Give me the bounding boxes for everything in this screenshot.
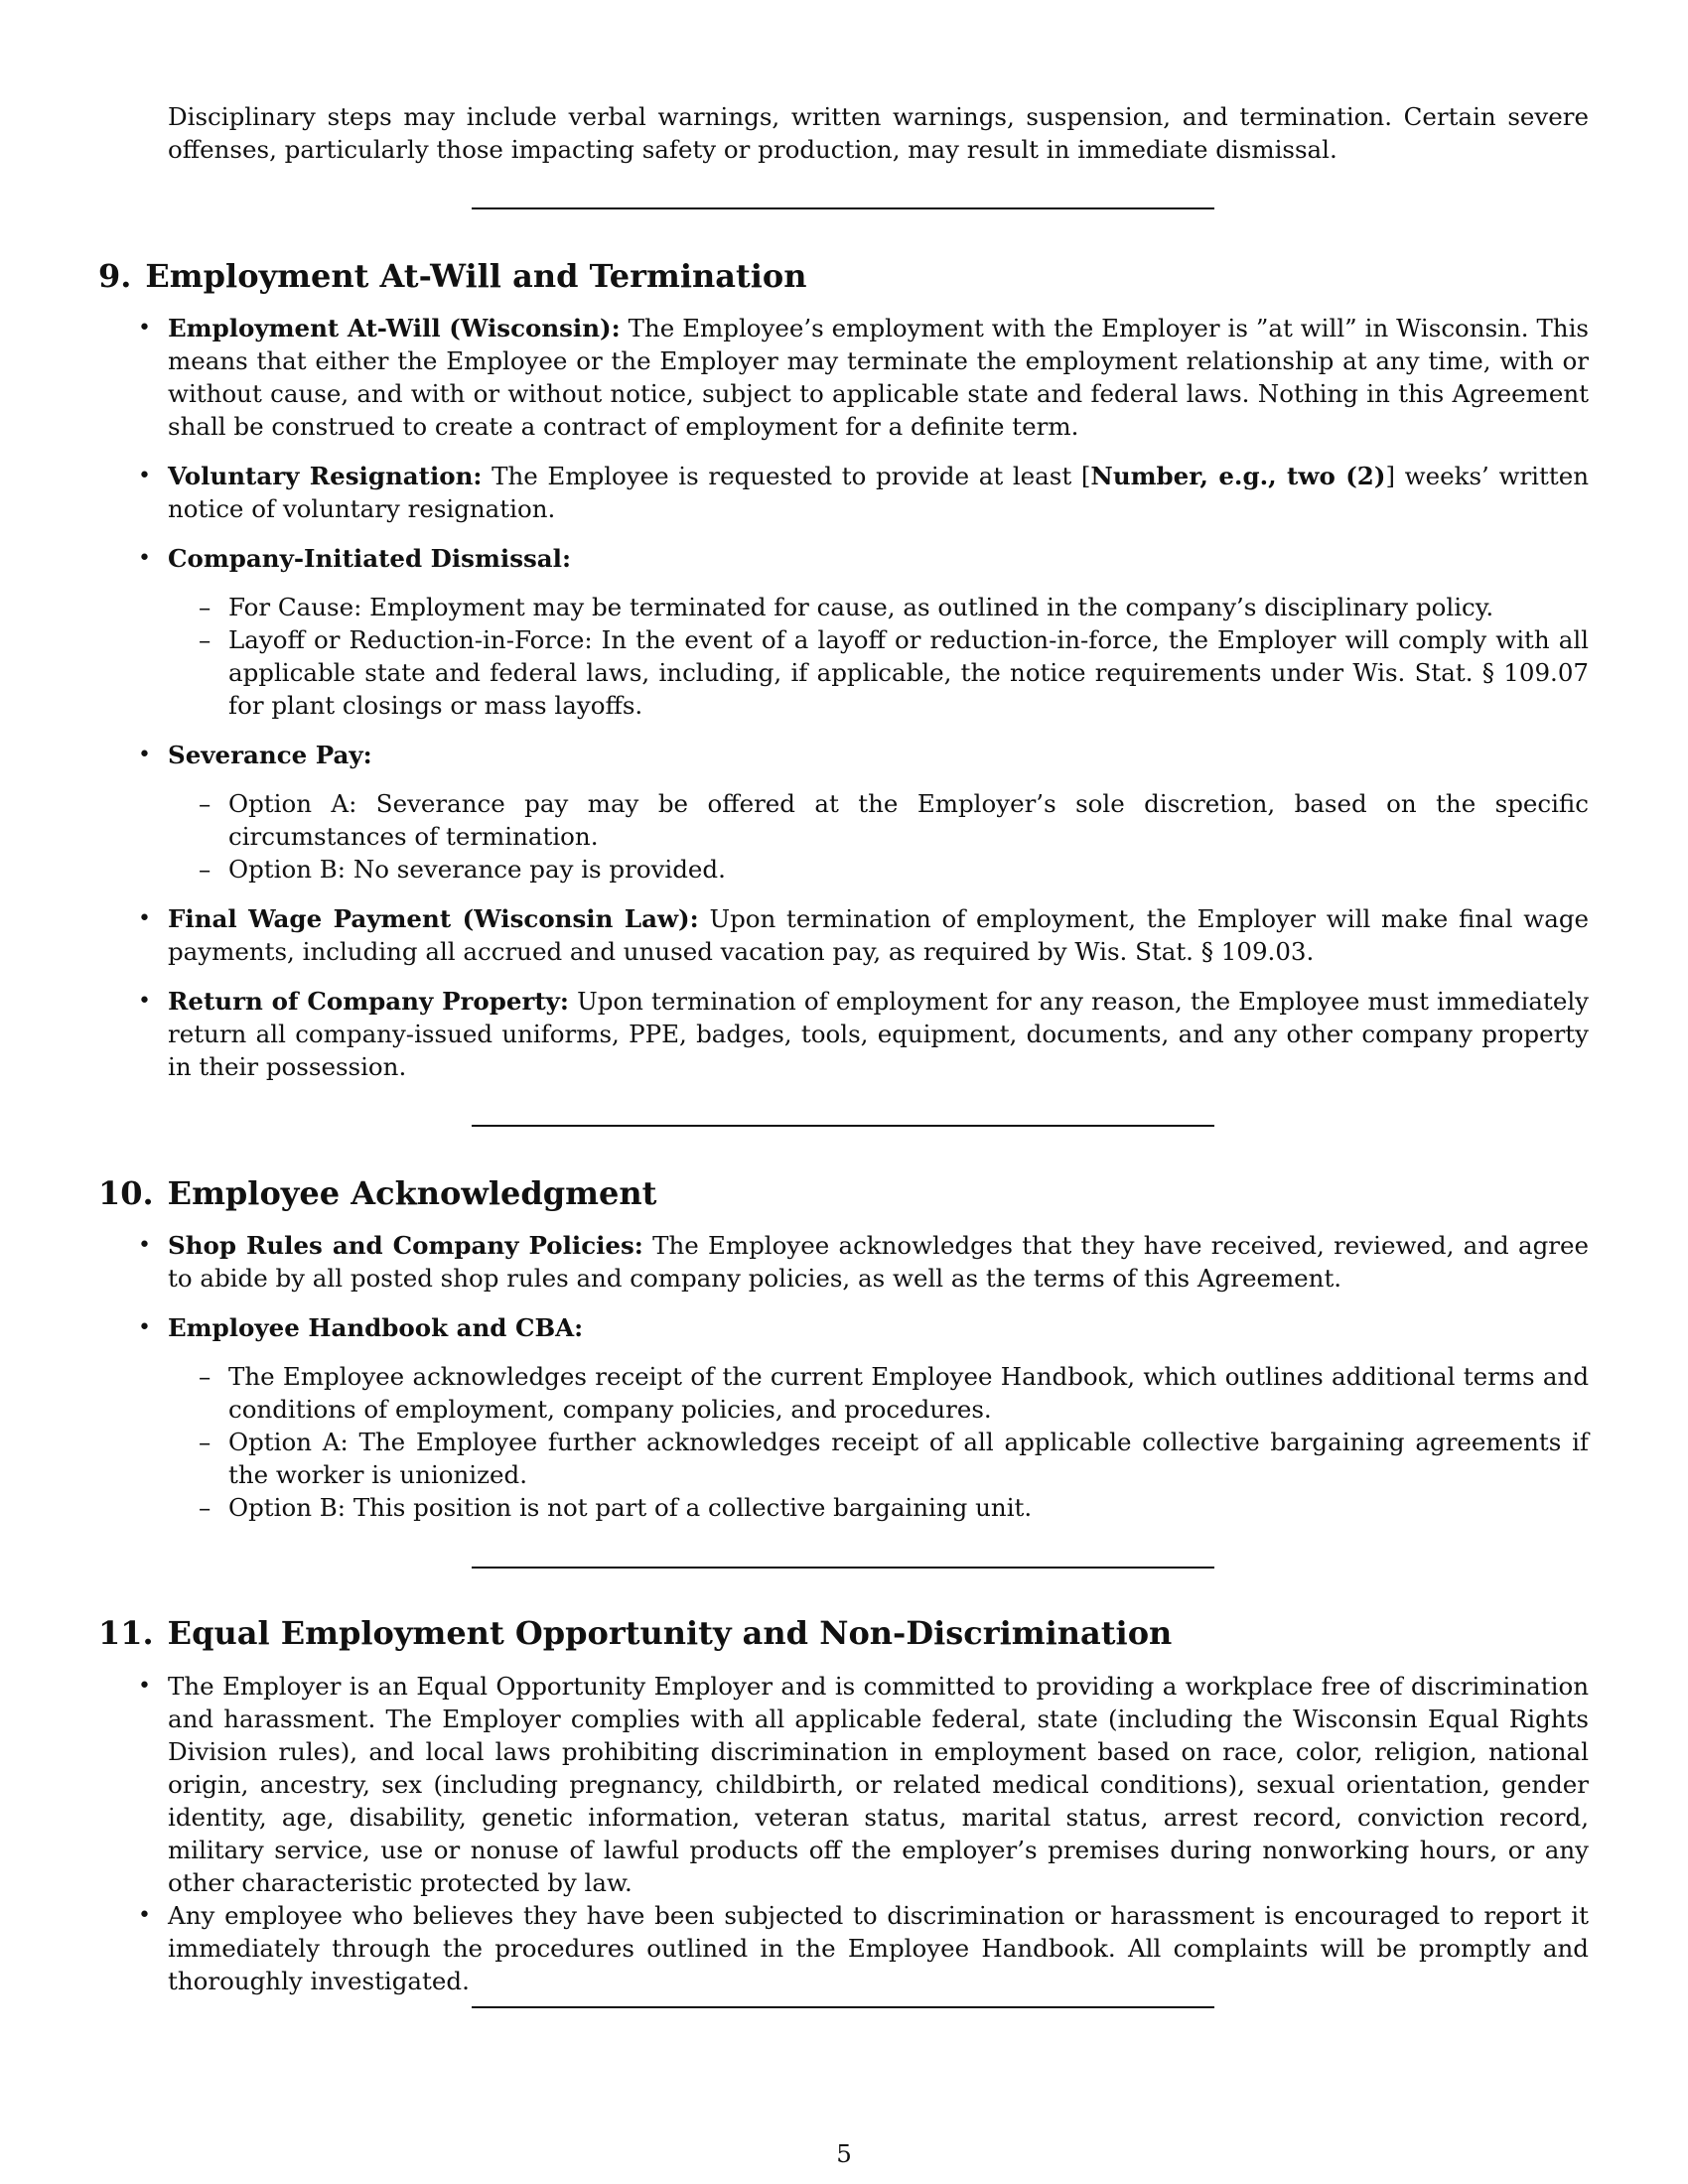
severance-label: Severance Pay: bbox=[168, 741, 372, 769]
section-9-number: 9. bbox=[98, 257, 132, 295]
section-9-list bbox=[168, 312, 1589, 1083]
handbook-sublist bbox=[168, 1360, 1589, 1524]
list-item-reporting: • Any employee who believes they have been subjected to discrimination or harassment is encouraged to report it immediately through the procedures outlined in the Employee Handbook. All complaints will be promptly and thoroughly investigated. bbox=[168, 1899, 1589, 1997]
dismissal-layoff: – Layoff or Reduction-in-Force: In the event of a layoff or reduction-in-force, the Employer will comply with all applicable state and federal laws, including, if applicable, the notice requirements under Wis. Stat. § 109.07 for plant closings or mass layoffs. bbox=[228, 623, 1589, 722]
handbook-option-b: – Option B: This position is not part of a collective bargaining unit. bbox=[228, 1491, 1589, 1524]
section-10-list bbox=[168, 1229, 1589, 1524]
severance-option-a: – Option A: Severance pay may be offered at the Employer’s sole discretion, based on the specific circumstances of termination. bbox=[228, 787, 1589, 853]
shop-rules-text: The Employee acknowledges that they have received, reviewed, and agree to abide by all posted shop rules and company policies, as well as the terms of this Agreement. bbox=[168, 1231, 1589, 1293]
severance-sublist bbox=[168, 787, 1589, 886]
dismissal-sublist bbox=[168, 591, 1589, 722]
resignation-text-before: The Employee is requested to provide at least [ bbox=[482, 462, 1091, 490]
section-divider bbox=[472, 1567, 1214, 1569]
section-9-title: Employment At-Will and Termination bbox=[145, 257, 807, 295]
section-11-title: Equal Employment Opportunity and Non-Discrimination bbox=[167, 1614, 1173, 1652]
handbook-label: Employee Handbook and CBA: bbox=[168, 1313, 584, 1342]
section-divider bbox=[472, 2006, 1214, 2008]
section-9-heading bbox=[98, 256, 807, 296]
list-item-severance bbox=[168, 739, 1589, 886]
resignation-placeholder: Number, e.g., two (2) bbox=[1090, 462, 1386, 490]
final-wage-label: Final Wage Payment (Wisconsin Law): bbox=[168, 904, 699, 933]
severance-option-b: – Option B: No severance pay is provided. bbox=[228, 853, 1589, 886]
section-11-number: 11. bbox=[98, 1614, 154, 1652]
section-10-number: 10. bbox=[98, 1174, 154, 1212]
list-item-dismissal bbox=[168, 542, 1589, 722]
dismissal-for-cause: – For Cause: Employment may be terminated for cause, as outlined in the company’s disciplinary policy. bbox=[228, 591, 1589, 623]
section-11-list bbox=[168, 1670, 1589, 1997]
at-will-text: The Employee’s employment with the Employer is ”at will” in Wisconsin. This means that either the Employee or the Employer may terminate the employment relationship at any time, with or without cause, and with or without notice, subject to applicable state and federal laws. Nothing in this Agreement shall be construed to create a contract of employment for a definite term. bbox=[168, 314, 1589, 441]
property-text: Upon termination of employment for any reason, the Employee must immediately return all company-issued uniforms, PPE, badges, tools, equipment, documents, and any other company property in their possession. bbox=[168, 987, 1590, 1081]
section-11-heading bbox=[98, 1613, 1172, 1653]
list-item-shop-rules bbox=[168, 1229, 1589, 1295]
list-item-property bbox=[168, 985, 1589, 1083]
list-item-eeo: • The Employer is an Equal Opportunity Employer and is committed to providing a workplace free of discrimination and harassment. The Employer complies with all applicable federal, state (including the Wisconsin Equal Rights Division rules), and local laws prohibiting discrimination in employment based on race, color, religion, national origin, ancestry, sex (including pregnancy, childbirth, or related medical conditions), sexual orientation, gender identity, age, disability, genetic information, veteran status, marital status, arrest record, conviction record, military service, use or nonuse of lawful products off the employer’s premises during nonworking hours, or any other characteristic protected by law. bbox=[168, 1670, 1589, 1899]
section-divider bbox=[472, 1125, 1214, 1127]
list-item-at-will bbox=[168, 312, 1589, 443]
page-number: 5 bbox=[836, 2139, 852, 2168]
property-label: Return of Company Property: bbox=[168, 987, 569, 1016]
handbook-option-a: – Option A: The Employee further acknowledges receipt of all applicable collective bargaining agreements if the worker is unionized. bbox=[228, 1426, 1589, 1491]
at-will-label: Employment At-Will (Wisconsin): bbox=[168, 314, 621, 342]
section-divider bbox=[472, 207, 1214, 209]
section-10-title: Employee Acknowledgment bbox=[167, 1174, 657, 1212]
resignation-text-after: ] weeks’ written notice of voluntary resignation. bbox=[168, 462, 1589, 523]
section-10-heading bbox=[98, 1173, 656, 1213]
final-wage-text: Upon termination of employment, the Employer will make final wage payments, including all accrued and unused vacation pay, as required by Wis. Stat. § 109.03. bbox=[168, 904, 1589, 966]
dismissal-label: Company-Initiated Dismissal: bbox=[168, 544, 572, 573]
resignation-label: Voluntary Resignation: bbox=[168, 462, 483, 490]
list-item-final-wage bbox=[168, 902, 1589, 968]
list-item-handbook bbox=[168, 1311, 1589, 1524]
shop-rules-label: Shop Rules and Company Policies: bbox=[168, 1231, 643, 1260]
intro-paragraph: Disciplinary steps may include verbal warnings, written warnings, suspension, and termination. Certain severe offenses, particularly those impacting safety or production, may result in immediate dismissal. bbox=[168, 102, 1589, 164]
handbook-receipt: – The Employee acknowledges receipt of the current Employee Handbook, which outlines additional terms and conditions of employment, company policies, and procedures. bbox=[228, 1360, 1589, 1426]
list-item-resignation bbox=[168, 460, 1589, 525]
